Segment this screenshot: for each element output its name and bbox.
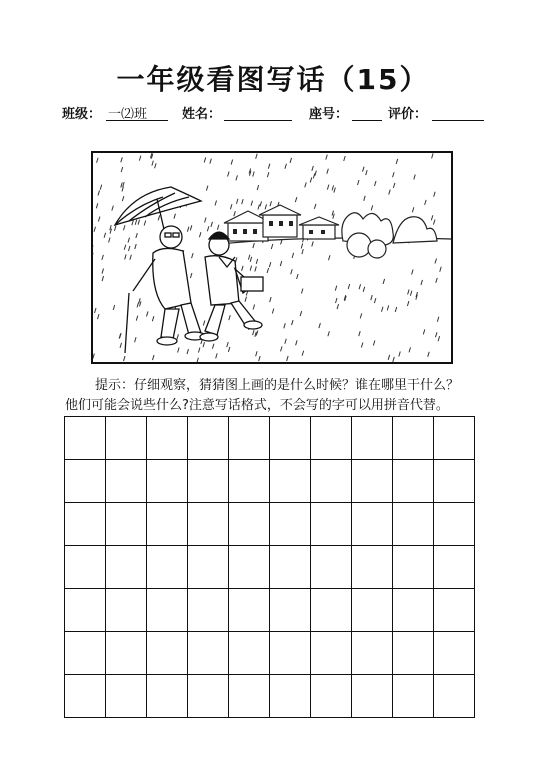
rain-streak xyxy=(270,297,272,302)
rain-streak xyxy=(336,298,338,303)
writing-cell[interactable] xyxy=(270,632,311,675)
rain-streak xyxy=(292,320,294,325)
writing-cell[interactable] xyxy=(270,546,311,589)
seat-field[interactable] xyxy=(352,120,382,121)
rain-streak xyxy=(122,196,124,201)
class-label: 班级： xyxy=(62,107,102,122)
rain-streak xyxy=(312,241,314,246)
rain-streak xyxy=(210,159,212,164)
writing-cell[interactable] xyxy=(188,460,229,503)
rain-streak xyxy=(216,353,218,358)
writing-cell[interactable] xyxy=(147,546,188,589)
rain-streak xyxy=(256,259,258,264)
rain-streak xyxy=(124,356,126,361)
rain-streak xyxy=(102,276,104,281)
rain-streak xyxy=(187,349,189,354)
rain-streak xyxy=(271,244,273,249)
rain-streak xyxy=(412,270,414,275)
writing-cell[interactable] xyxy=(106,417,147,460)
rain-streak xyxy=(228,172,230,177)
writing-cell[interactable] xyxy=(147,589,188,632)
rain-streak xyxy=(152,355,154,360)
rain-streak xyxy=(310,177,312,182)
writing-cell[interactable] xyxy=(311,546,352,589)
evaluation-label: 评价： xyxy=(388,107,428,122)
rain-streak xyxy=(256,154,258,159)
rain-streak xyxy=(395,307,397,312)
rain-streak xyxy=(102,255,104,260)
rain-streak xyxy=(128,238,130,243)
rain-streak xyxy=(211,222,213,227)
writing-cell[interactable] xyxy=(393,503,434,546)
writing-cell[interactable] xyxy=(311,460,352,503)
rain-streak xyxy=(112,206,114,211)
rain-streak xyxy=(255,332,257,337)
writing-cell[interactable] xyxy=(393,589,434,632)
rain-streak xyxy=(373,341,375,346)
rain-streak xyxy=(139,156,141,161)
rain-streak xyxy=(206,186,208,191)
rain-streak xyxy=(256,330,258,335)
rain-streak xyxy=(270,201,272,206)
rain-streak xyxy=(136,316,138,321)
rain-streak xyxy=(409,347,411,352)
writing-cell[interactable] xyxy=(352,503,393,546)
rain-streak xyxy=(371,295,373,300)
rain-streak xyxy=(272,309,274,314)
writing-cell[interactable] xyxy=(229,632,270,675)
rain-streak xyxy=(258,205,260,210)
rain-streak xyxy=(128,246,130,251)
rain-streak xyxy=(217,225,219,230)
writing-cell[interactable] xyxy=(229,417,270,460)
writing-cell[interactable] xyxy=(106,675,147,718)
rain-streak xyxy=(337,304,339,309)
rain-streak xyxy=(123,225,125,230)
writing-cell[interactable] xyxy=(65,546,106,589)
rain-streak xyxy=(327,185,329,190)
writing-hint xyxy=(65,376,495,416)
writing-cell[interactable] xyxy=(188,589,229,632)
rain-streak xyxy=(114,226,116,231)
rain-streak xyxy=(205,218,207,223)
writing-cell[interactable] xyxy=(393,546,434,589)
rain-streak xyxy=(393,183,395,188)
rain-streak xyxy=(132,220,134,225)
rain-streak xyxy=(121,182,123,187)
rain-streak xyxy=(146,311,148,316)
writing-cell[interactable] xyxy=(434,503,475,546)
rain-streak xyxy=(334,188,336,193)
writing-cell[interactable] xyxy=(393,460,434,503)
name-field[interactable] xyxy=(224,120,292,121)
rain-streak xyxy=(302,351,304,356)
rain-streak xyxy=(290,158,292,163)
writing-cell[interactable] xyxy=(65,460,106,503)
rain-streak xyxy=(433,220,435,225)
rain-streak xyxy=(236,175,238,180)
rain-streak xyxy=(236,199,238,204)
rain-streak xyxy=(437,317,439,322)
rain-streak xyxy=(435,258,437,263)
rain-streak xyxy=(280,261,282,266)
writing-cell[interactable] xyxy=(106,546,147,589)
grid-row xyxy=(65,632,475,675)
class-value: 一⑵班 xyxy=(108,107,148,122)
seat-label: 座号： xyxy=(309,107,349,122)
rain-streak xyxy=(102,269,104,274)
grid-row xyxy=(65,417,475,460)
writing-cell[interactable] xyxy=(270,675,311,718)
rain-streak xyxy=(363,287,365,292)
writing-cell[interactable] xyxy=(434,546,475,589)
rain-streak xyxy=(438,336,440,341)
writing-cell[interactable] xyxy=(434,589,475,632)
writing-cell[interactable] xyxy=(229,589,270,632)
rain-streak xyxy=(190,225,192,230)
rain-streak xyxy=(113,305,115,310)
rain-streak xyxy=(408,289,410,294)
rain-streak xyxy=(381,307,383,312)
writing-cell[interactable] xyxy=(65,675,106,718)
rain-streak xyxy=(152,316,154,321)
writing-cell[interactable] xyxy=(147,503,188,546)
rain-streak xyxy=(265,204,267,209)
writing-cell[interactable] xyxy=(352,417,393,460)
rain-streak xyxy=(332,185,334,190)
rain-streak xyxy=(138,220,140,225)
writing-cell[interactable] xyxy=(188,417,229,460)
writing-cell[interactable] xyxy=(188,546,229,589)
writing-cell[interactable] xyxy=(147,632,188,675)
rain-streak xyxy=(256,351,257,356)
rain-streak xyxy=(344,156,346,161)
rain-streak xyxy=(255,266,257,271)
rain-streak xyxy=(135,337,137,342)
rain-streak xyxy=(178,347,180,352)
rain-streak xyxy=(297,274,299,279)
rain-streak xyxy=(383,279,385,284)
rain-streak xyxy=(292,253,294,258)
grid-row xyxy=(65,546,475,589)
writing-cell[interactable] xyxy=(270,417,311,460)
rain-streak xyxy=(314,204,316,209)
rain-streak xyxy=(125,254,127,259)
rain-streak xyxy=(301,243,303,248)
writing-cell[interactable] xyxy=(188,675,229,718)
rain-streak xyxy=(248,255,250,260)
writing-cell[interactable] xyxy=(434,417,475,460)
rain-streak xyxy=(253,304,255,309)
rain-streak xyxy=(152,161,154,166)
rain-streak xyxy=(393,357,395,362)
rain-streak xyxy=(285,339,287,344)
rain-streak xyxy=(364,196,366,201)
rain-streak xyxy=(204,157,206,162)
rain-streak xyxy=(387,305,389,310)
rain-streak xyxy=(267,172,269,177)
rain-streak xyxy=(393,172,395,177)
writing-cell[interactable] xyxy=(393,417,434,460)
rain-streak xyxy=(296,340,298,345)
rain-streak xyxy=(428,352,430,357)
writing-cell[interactable] xyxy=(65,589,106,632)
rain-streak xyxy=(328,331,330,336)
class-underline xyxy=(106,120,168,121)
rain-streak xyxy=(375,181,377,186)
rain-streak xyxy=(363,167,365,172)
rain-streak xyxy=(177,334,179,339)
rain-streak xyxy=(122,186,124,191)
evaluation-field[interactable] xyxy=(432,120,484,121)
hint-line-2: 他们可能会说些什么?注意写话格式，不会写的字可以用拼音代替。 xyxy=(65,398,449,413)
rain-streak xyxy=(121,167,123,172)
writing-cell[interactable] xyxy=(65,503,106,546)
rain-streak xyxy=(123,182,125,187)
writing-cell[interactable] xyxy=(311,632,352,675)
rain-streak xyxy=(192,253,194,258)
rain-streak xyxy=(301,288,303,293)
rain-streak xyxy=(253,243,255,248)
rain-streak xyxy=(253,330,255,335)
rain-streak xyxy=(312,166,314,171)
rain-streak xyxy=(97,158,99,163)
rain-streak xyxy=(260,201,262,206)
rain-streak xyxy=(421,280,423,285)
rain-streak xyxy=(305,182,307,187)
rain-streak xyxy=(300,311,302,316)
rain-streak xyxy=(399,352,401,357)
rain-streak xyxy=(228,347,230,352)
rain-streak xyxy=(407,301,409,306)
rain-streak xyxy=(207,226,209,231)
writing-cell[interactable] xyxy=(147,417,188,460)
rain-streak xyxy=(302,249,304,254)
rain-streak xyxy=(199,232,201,237)
rain-streak xyxy=(327,169,329,174)
writing-cell[interactable] xyxy=(188,503,229,546)
writing-cell[interactable] xyxy=(393,632,434,675)
rain-streak xyxy=(230,204,232,209)
rain-streak xyxy=(96,203,98,208)
rain-streak xyxy=(268,164,270,169)
rain-streak xyxy=(315,171,317,176)
rain-streak xyxy=(174,214,176,219)
rain-streak xyxy=(245,297,247,302)
rain-streak xyxy=(332,211,334,216)
rain-streak xyxy=(124,245,126,250)
rain-streak xyxy=(144,220,146,225)
rain-streak xyxy=(436,278,438,283)
rain-streak xyxy=(130,255,132,260)
rain-streak xyxy=(366,170,368,175)
rain-streak xyxy=(432,153,434,158)
rain-streak xyxy=(231,160,233,165)
writing-cell[interactable] xyxy=(270,503,311,546)
hint-line-1: 提示：仔细观察，猜猜图上画的是什么时候？谁在哪里干什么？ xyxy=(95,378,460,393)
writing-cell[interactable] xyxy=(352,589,393,632)
rain-streak xyxy=(97,314,99,319)
writing-cell[interactable] xyxy=(434,675,475,718)
rain-streak xyxy=(109,238,111,243)
rain-streak xyxy=(190,273,192,278)
rain-streak xyxy=(215,201,217,206)
rain-streak xyxy=(253,171,255,176)
writing-cell[interactable] xyxy=(270,460,311,503)
grid-row xyxy=(65,675,475,718)
rain-streak xyxy=(121,157,123,162)
rain-streak xyxy=(333,214,335,219)
writing-cell[interactable] xyxy=(434,632,475,675)
rain-streak xyxy=(435,332,437,337)
writing-cell[interactable] xyxy=(229,546,270,589)
rain-streak xyxy=(104,233,106,238)
rain-streak xyxy=(257,185,259,190)
writing-cell[interactable] xyxy=(188,632,229,675)
writing-cell[interactable] xyxy=(229,460,270,503)
rain-streak xyxy=(158,215,160,220)
grid-row xyxy=(65,589,475,632)
rain-streak xyxy=(285,164,287,169)
rain-streak xyxy=(259,356,261,361)
writing-cell[interactable] xyxy=(147,460,188,503)
rain-streak xyxy=(360,313,362,318)
rain-streak xyxy=(120,343,122,348)
writing-cell[interactable] xyxy=(147,675,188,718)
rain-streak xyxy=(295,197,297,202)
rain-streak xyxy=(291,269,293,274)
rain-streak xyxy=(100,185,102,190)
writing-cell[interactable] xyxy=(106,503,147,546)
writing-cell[interactable] xyxy=(106,632,147,675)
writing-cell[interactable] xyxy=(229,675,270,718)
rain-streak xyxy=(412,207,414,212)
rain-streak xyxy=(423,329,425,334)
rain-streak xyxy=(93,354,94,359)
writing-cell[interactable] xyxy=(311,503,352,546)
rain-streak xyxy=(434,192,436,197)
writing-cell[interactable] xyxy=(352,460,393,503)
rain-streak xyxy=(203,342,205,347)
rain-streak xyxy=(139,301,141,306)
rain-streak xyxy=(281,346,283,351)
rain-streak xyxy=(389,190,391,195)
rain-streak xyxy=(139,298,141,303)
rain-streak xyxy=(359,284,361,289)
writing-cell[interactable] xyxy=(229,503,270,546)
writing-grid xyxy=(64,416,475,718)
rain-streak xyxy=(98,217,100,222)
writing-cell[interactable] xyxy=(434,460,475,503)
writing-cell[interactable] xyxy=(106,589,147,632)
writing-cell[interactable] xyxy=(311,417,352,460)
rain-streak xyxy=(396,159,398,164)
rain-streak xyxy=(287,356,289,361)
rain-streak xyxy=(284,323,286,328)
writing-cell[interactable] xyxy=(352,546,393,589)
writing-cell[interactable] xyxy=(106,460,147,503)
writing-cell[interactable] xyxy=(352,675,393,718)
rain-streak xyxy=(425,200,427,205)
grid-row xyxy=(65,460,475,503)
writing-cell[interactable] xyxy=(65,632,106,675)
rain-streak xyxy=(212,344,214,349)
rain-streak xyxy=(410,291,412,296)
rain-streak xyxy=(328,255,330,260)
writing-cell[interactable] xyxy=(393,675,434,718)
rain-streak xyxy=(431,215,433,220)
rain-streak xyxy=(203,320,205,325)
rain-streak xyxy=(227,342,229,347)
rain-streak xyxy=(155,163,157,168)
rain-streak xyxy=(136,233,138,238)
rain-streak xyxy=(440,267,442,272)
rain-streak xyxy=(197,358,199,362)
rain-streak xyxy=(251,201,253,206)
rain-streak xyxy=(388,355,390,360)
rain-streak xyxy=(267,268,269,273)
name-label: 姓名： xyxy=(182,107,222,122)
writing-cell[interactable] xyxy=(270,589,311,632)
rain-streak xyxy=(135,244,137,249)
rain-streak xyxy=(371,205,373,210)
rain-streak xyxy=(250,257,252,262)
rain-streak xyxy=(250,266,252,271)
rain-streak xyxy=(374,298,376,303)
writing-cell[interactable] xyxy=(311,675,352,718)
writing-cell[interactable] xyxy=(352,632,393,675)
student-info-row xyxy=(62,103,502,127)
rain-streak xyxy=(359,331,361,336)
rain-streak xyxy=(242,266,244,271)
grid-row xyxy=(65,503,475,546)
rain-streak xyxy=(94,227,96,232)
rain-streak xyxy=(319,323,321,328)
rain-streak xyxy=(187,227,189,232)
rain-streak xyxy=(242,199,244,204)
rain-streak xyxy=(335,286,337,291)
rain-streak xyxy=(229,315,231,320)
rain-streak xyxy=(361,343,363,348)
rain-streak xyxy=(198,348,200,353)
rain-streak xyxy=(313,173,315,178)
writing-cell[interactable] xyxy=(65,417,106,460)
rain-streak xyxy=(358,180,360,185)
rain-streak xyxy=(98,190,100,195)
rain-streak xyxy=(135,220,137,225)
rain-streak xyxy=(269,262,271,267)
rain-streak xyxy=(326,155,328,160)
writing-cell[interactable] xyxy=(311,589,352,632)
rain-streak xyxy=(348,284,350,289)
worksheet-title: 一年级看图写话（15） xyxy=(116,63,430,96)
rain-scene-illustration-icon xyxy=(91,151,453,364)
rain-streak xyxy=(234,211,236,216)
rain-streak xyxy=(95,308,97,313)
rain-streak xyxy=(414,174,416,179)
